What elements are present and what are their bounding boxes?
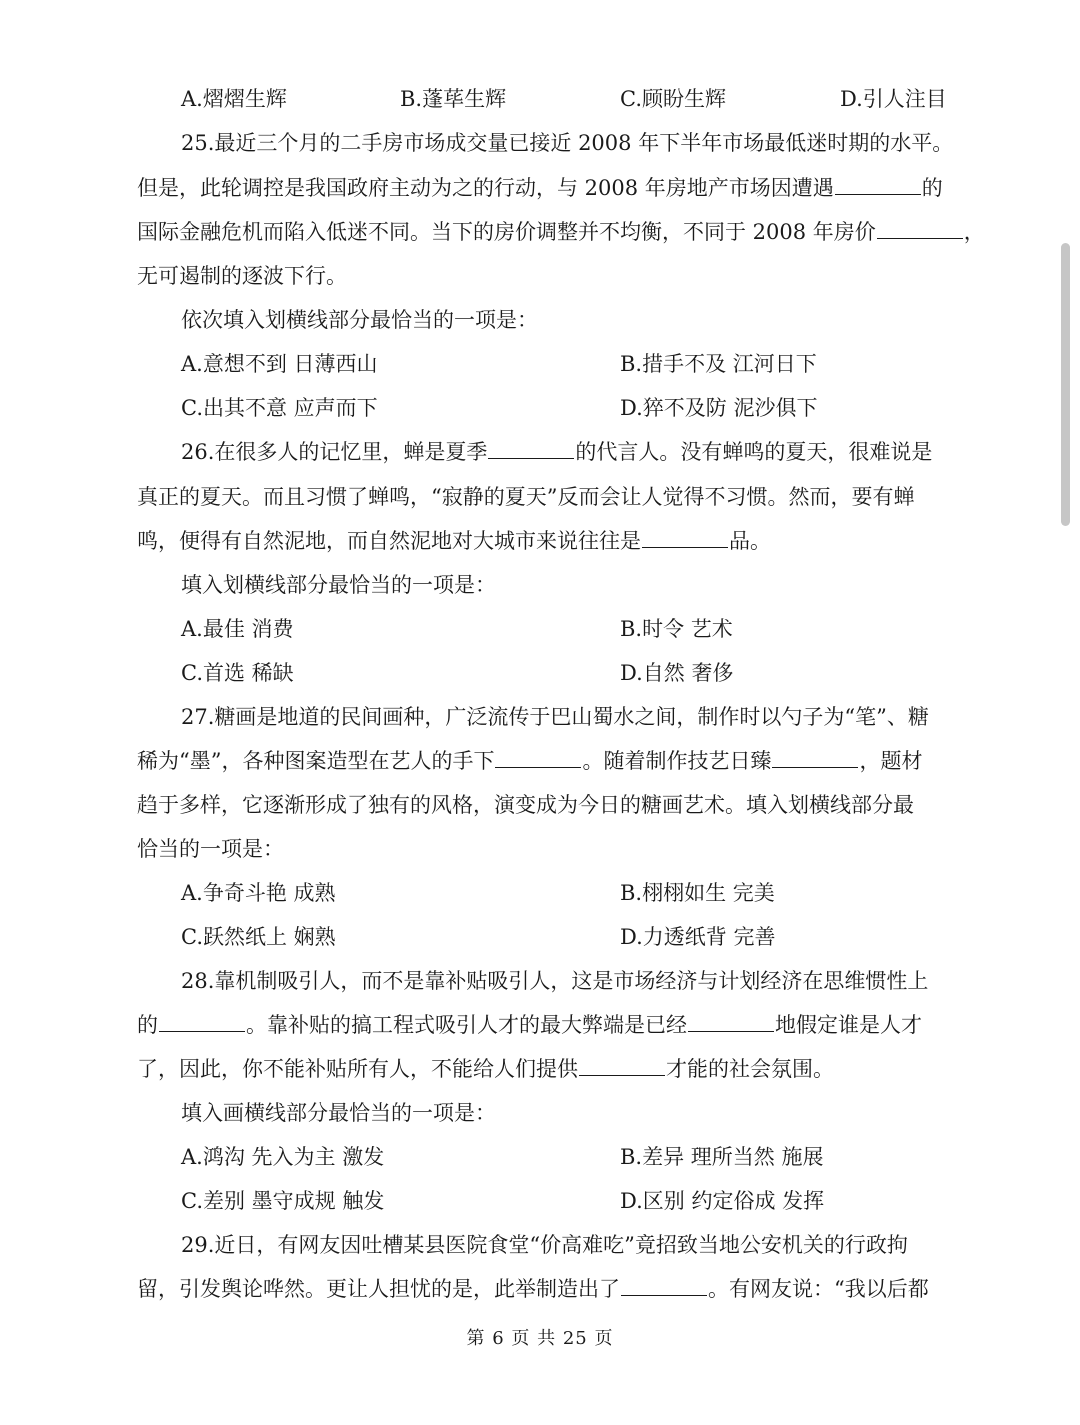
q27-option-b[interactable]: B.栩栩如生 完美 (620, 881, 775, 905)
q25-line-2 (137, 173, 957, 203)
q25-line-4: 无可遏制的逐波下行。 (137, 264, 347, 288)
q29-text: 留，引发舆论哗然。更让人担忧的是，此举制造出了 (137, 1277, 620, 1301)
q27-text: ，题材 (859, 749, 923, 773)
q27-text: 。随着制作技艺日臻 (582, 749, 772, 773)
blank-line (488, 438, 574, 459)
q26-text: 26.在很多人的记忆里，蝉是夏季 (181, 440, 488, 464)
q27-option-a[interactable]: A.争奇斗艳 成熟 (181, 881, 336, 905)
blank-line (688, 1011, 774, 1032)
q26-line-3 (137, 526, 957, 556)
q26-option-a[interactable]: A.最佳 消费 (181, 617, 294, 641)
q27-option-d[interactable]: D.力透纸背 完善 (620, 925, 776, 949)
q25-text: 国际金融危机而陷入低迷不同。当下的房价调整并不均衡，不同于 2008 年房价 (137, 220, 876, 244)
q28-text: 。靠补贴的搞工程式吸引人才的最大弊端是已经 (246, 1013, 687, 1037)
q25-line-3 (137, 217, 985, 247)
q24-option-b[interactable]: B.蓬荜生辉 (400, 87, 507, 111)
q28-text: 了，因此，你不能补贴所有人，不能给人们提供 (137, 1057, 578, 1081)
q25-text: ， (963, 220, 985, 244)
q27-option-c[interactable]: C.跃然纸上 娴熟 (181, 925, 336, 949)
blank-line (495, 747, 581, 768)
q24-option-d[interactable]: D.引人注目 (840, 87, 947, 111)
q28-option-a[interactable]: A.鸿沟 先入为主 激发 (181, 1145, 385, 1169)
blank-line (621, 1275, 707, 1296)
q26-text: 鸣，便得有自然泥地，而自然泥地对大城市来说往往是 (137, 529, 641, 553)
blank-line (835, 174, 921, 195)
q28-line-2 (137, 1010, 957, 1040)
q27-line-1: 27.糖画是地道的民间画种，广泛流传于巴山蜀水之间，制作时以勺子为“笔”、糖 (181, 705, 929, 729)
q29-line-2 (137, 1274, 957, 1304)
q26-text: 品。 (729, 529, 771, 553)
q24-option-c[interactable]: C.顾盼生辉 (620, 87, 726, 111)
q28-text: 才能的社会氛围。 (666, 1057, 834, 1081)
q29-text: 。有网友说：“我以后都 (708, 1277, 929, 1301)
q27-text: 稀为“墨”，各种图案造型在艺人的手下 (137, 749, 495, 773)
q25-option-b[interactable]: B.措手不及 江河日下 (620, 352, 817, 376)
q25-option-d[interactable]: D.猝不及防 泥沙俱下 (620, 396, 818, 420)
blank-line (642, 527, 728, 548)
q26-option-d[interactable]: D.自然 奢侈 (620, 661, 734, 685)
q26-line-1 (181, 437, 1001, 467)
q27-line-2 (137, 746, 957, 776)
blank-line (772, 747, 858, 768)
q26-line-2: 真正的夏天。而且习惯了蝉鸣，“寂静的夏天”反而会让人觉得不习惯。然而，要有蝉 (137, 485, 915, 509)
q28-line-1: 28.靠机制吸引人，而不是靠补贴吸引人，这是市场经济与计划经济在思维惯性上 (181, 969, 929, 993)
q26-option-b[interactable]: B.时令 艺术 (620, 617, 733, 641)
q28-prompt: 填入画横线部分最恰当的一项是： (181, 1101, 496, 1125)
q27-line-3: 趋于多样，它逐渐形成了独有的风格，演变成为今日的糖画艺术。填入划横线部分最 (137, 793, 914, 817)
q25-option-c[interactable]: C.出其不意 应声而下 (181, 396, 378, 420)
blank-line (579, 1055, 665, 1076)
page-number-footer: 第 6 页 共 25 页 (466, 1328, 614, 1349)
scrollbar-thumb[interactable] (1061, 243, 1070, 526)
q24-option-a[interactable]: A.熠熠生辉 (181, 87, 287, 111)
q25-option-a[interactable]: A.意想不到 日薄西山 (181, 352, 378, 376)
q25-prompt: 依次填入划横线部分最恰当的一项是： (181, 308, 538, 332)
q28-text: 的 (137, 1013, 158, 1037)
q26-prompt: 填入划横线部分最恰当的一项是： (181, 573, 496, 597)
q28-option-c[interactable]: C.差别 墨守成规 触发 (181, 1189, 385, 1213)
q27-line-4: 恰当的一项是： (137, 837, 284, 861)
q28-line-3 (137, 1054, 957, 1084)
q26-text: 的代言人。没有蝉鸣的夏天，很难说是 (575, 440, 933, 464)
blank-line (159, 1011, 245, 1032)
q29-line-1: 29.近日，有网友因吐槽某县医院食堂“价高难吃”竟招致当地公安机关的行政拘 (181, 1233, 908, 1257)
q25-text: 的 (921, 176, 943, 200)
q26-option-c[interactable]: C.首选 稀缺 (181, 661, 294, 685)
q28-option-d[interactable]: D.区别 约定俗成 发挥 (620, 1189, 825, 1213)
q28-option-b[interactable]: B.差异 理所当然 施展 (620, 1145, 824, 1169)
q28-text: 地假定谁是人才 (775, 1013, 922, 1037)
q25-line-1: 25.最近三个月的二手房市场成交量已接近 2008 年下半年市场最低迷时期的水平。 (181, 131, 954, 155)
blank-line (877, 218, 963, 239)
q25-text: 但是，此轮调控是我国政府主动为之的行动，与 2008 年房地产市场因遭遇 (137, 176, 834, 200)
